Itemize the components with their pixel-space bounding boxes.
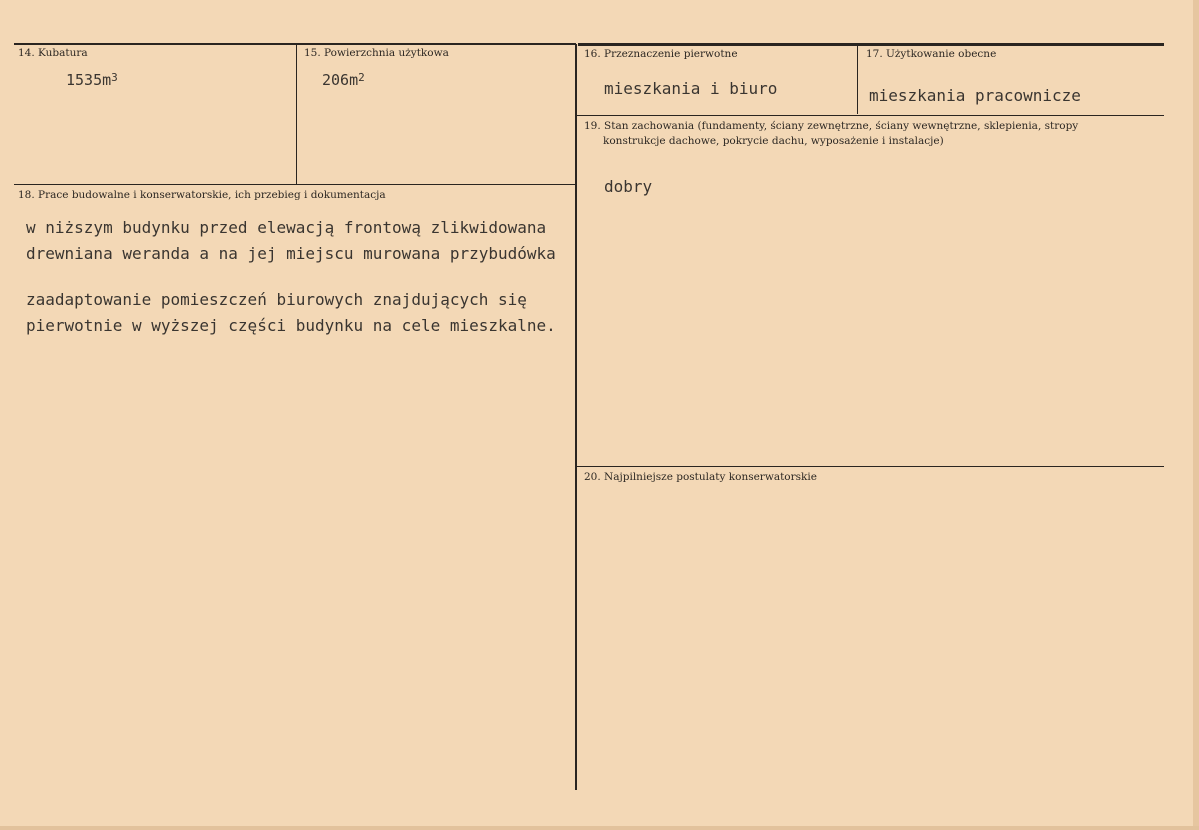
field-18-line: zaadaptowanie pomieszczeń biurowych znajdujących się xyxy=(26,290,527,309)
field-15-value xyxy=(322,70,365,90)
card-edge-right xyxy=(1193,0,1199,830)
field-18-line: pierwotnie w wyższej części budynku na cele mieszkalne. xyxy=(26,316,556,335)
field-17-label: 17. Użytkowanie obecne xyxy=(866,48,997,60)
field-20-label: 20. Najpilniejsze postulaty konserwatorskie xyxy=(584,471,817,483)
field-18-line: w niższym budynku przed elewacją frontową zlikwidowana xyxy=(26,218,547,237)
field-14-label: 14. Kubatura xyxy=(18,47,88,59)
rule-under-14-15 xyxy=(14,184,575,185)
field-15-label: 15. Powierzchnia użytkowa xyxy=(304,47,449,59)
field-16-value: mieszkania i biuro xyxy=(604,79,778,98)
field-14-number: 1535m xyxy=(66,71,112,89)
field-18-label: 18. Prace budowalne i konserwatorskie, ich przebieg i dokumentacja xyxy=(18,189,386,201)
field-19-label-line1: 19. Stan zachowania (fundamenty, ściany zewnętrzne, ściany wewnętrzne, sklepienia, stropy xyxy=(584,120,1079,132)
divider-main xyxy=(575,44,577,790)
field-15-number: 206m xyxy=(322,71,359,89)
field-19-label-line2: konstrukcje dachowe, pokrycie dachu, wyposażenie i instalacje) xyxy=(603,135,944,147)
card-edge-bottom xyxy=(0,826,1199,830)
field-14-value xyxy=(66,70,118,90)
field-16-label: 16. Przeznaczenie pierwotne xyxy=(584,48,738,60)
rule-under-16-17 xyxy=(577,115,1164,116)
rule-top-left xyxy=(14,43,576,45)
field-18-line: drewniana weranda a na jej miejscu murowana przybudówka xyxy=(26,244,556,263)
field-15-exponent: 2 xyxy=(358,71,365,84)
divider-16-17 xyxy=(857,44,858,114)
field-18-text xyxy=(26,215,556,339)
field-19-value: dobry xyxy=(604,177,653,196)
rule-top-right xyxy=(578,43,1164,46)
field-14-exponent: 3 xyxy=(111,71,118,84)
field-17-value: mieszkania pracownicze xyxy=(869,86,1081,105)
rule-above-20 xyxy=(577,466,1164,467)
divider-14-15 xyxy=(296,44,297,184)
